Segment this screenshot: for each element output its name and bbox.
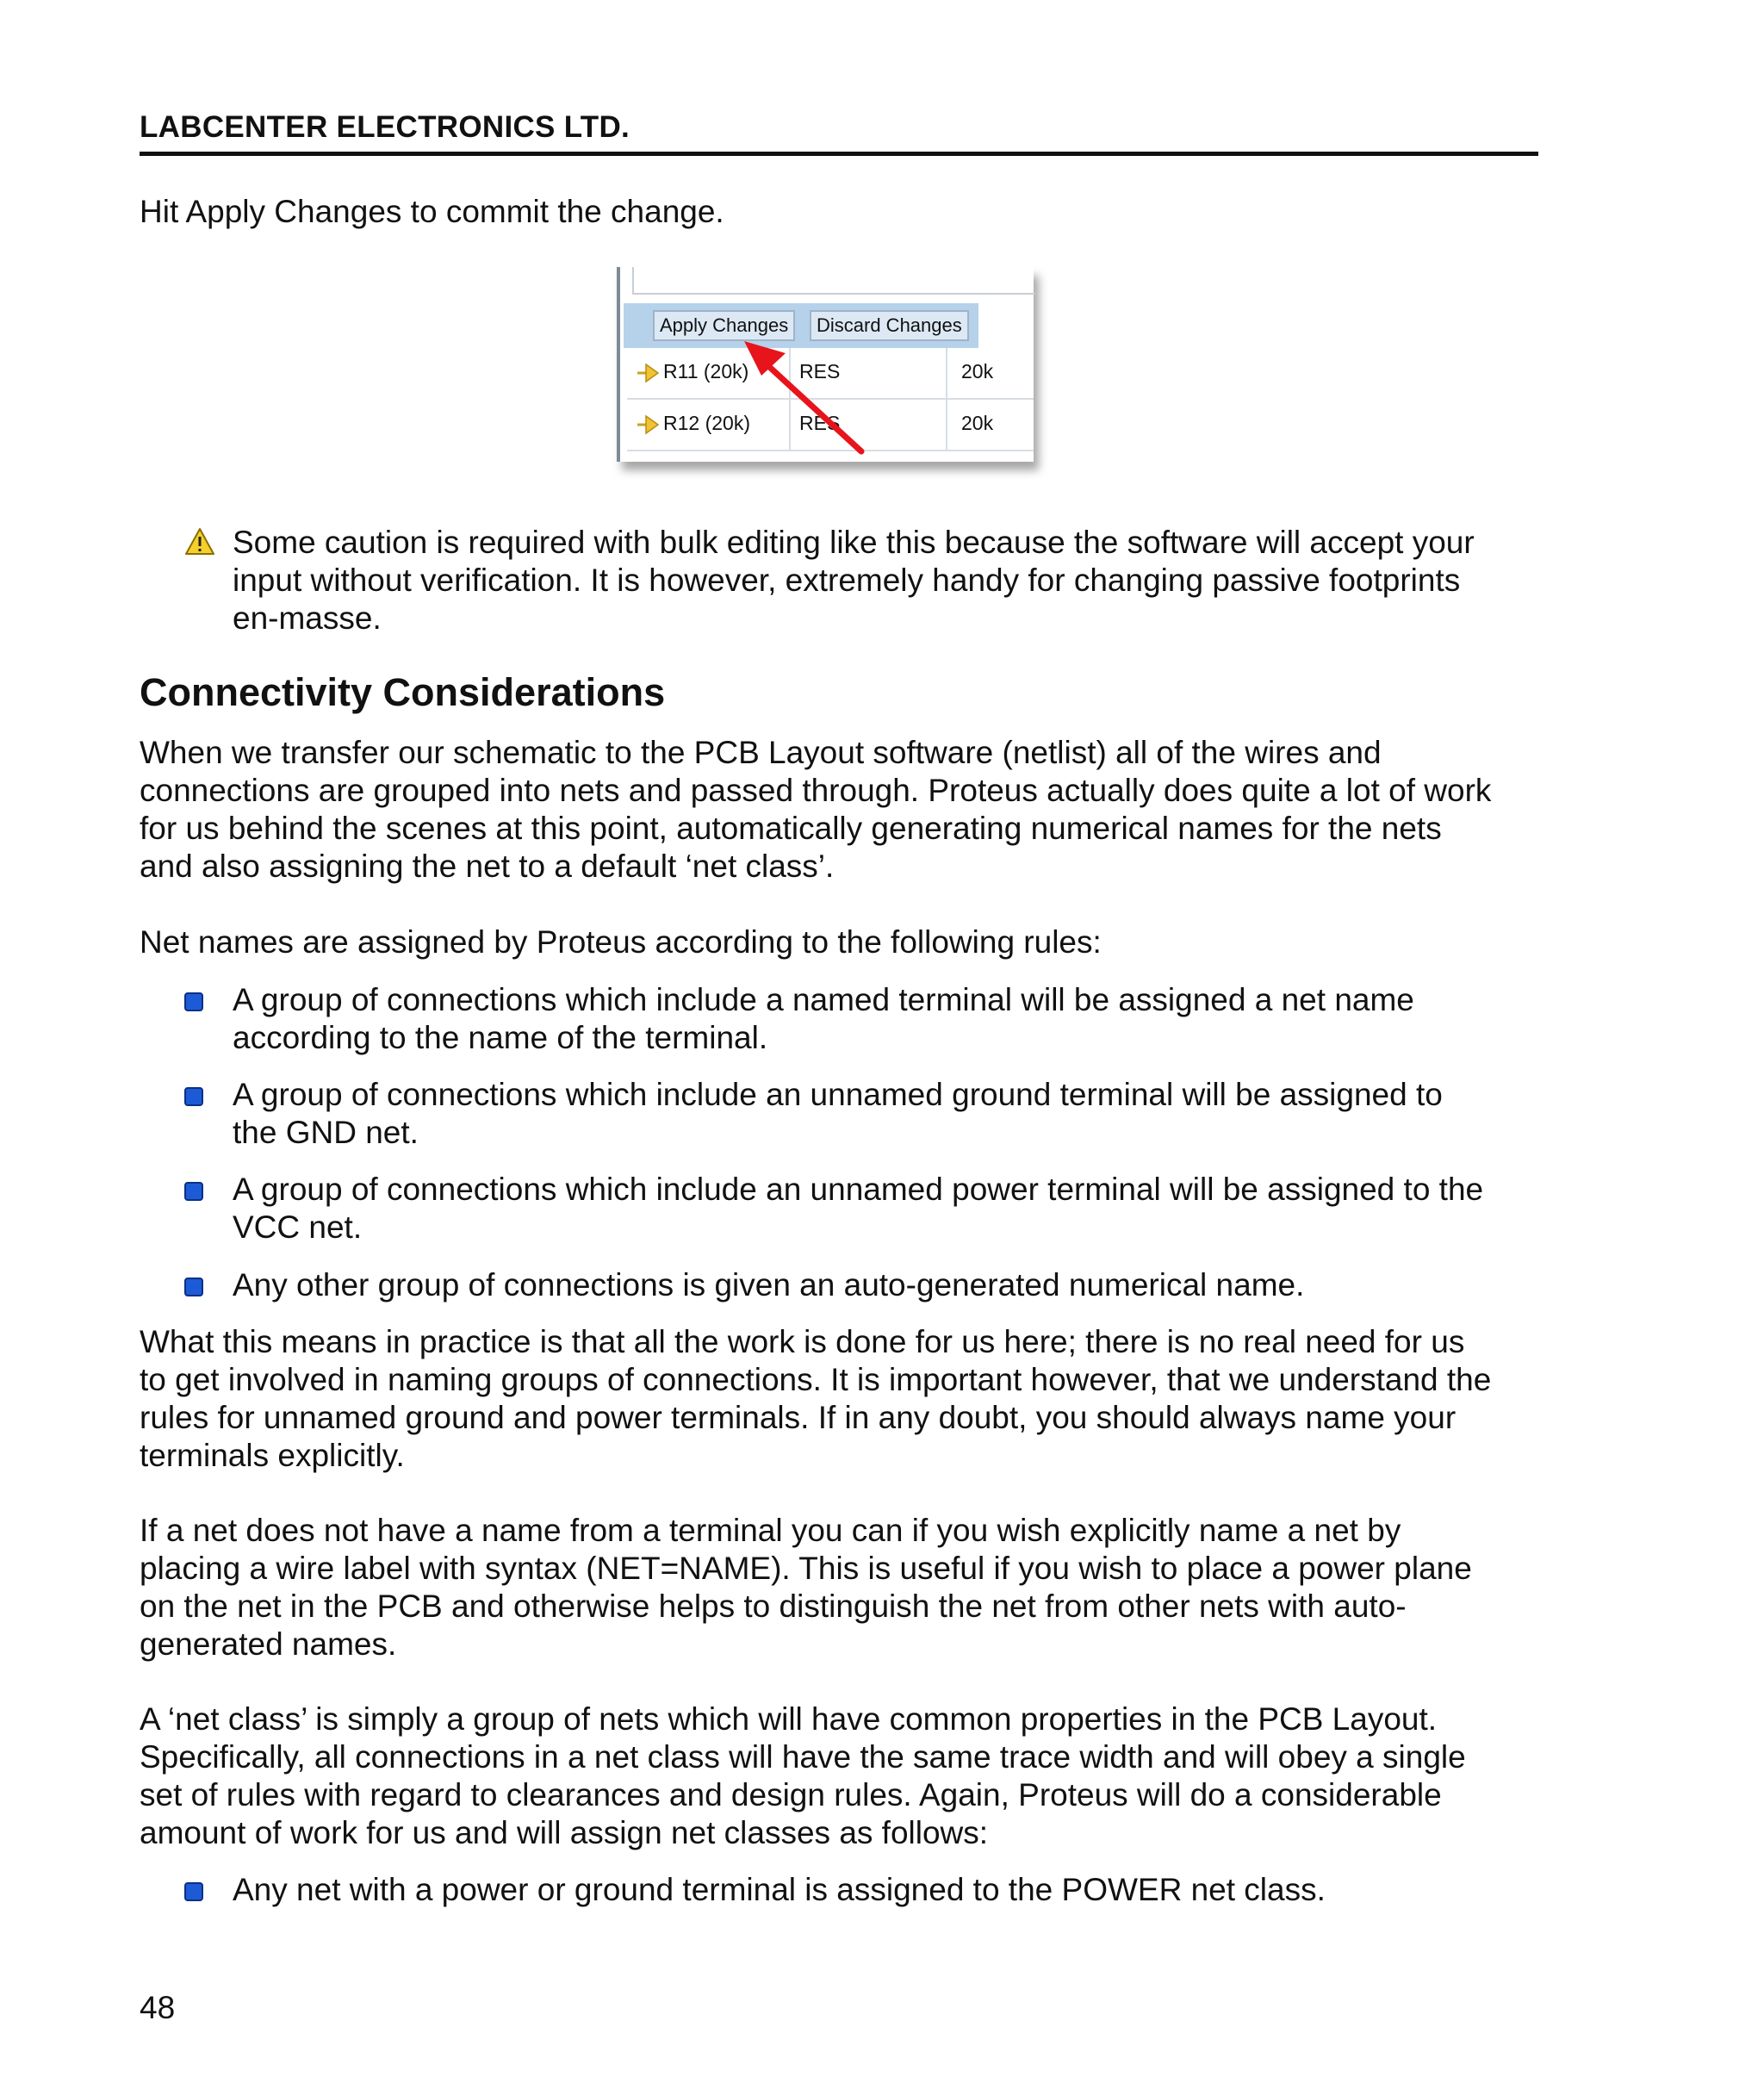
component-value: 20k <box>961 360 994 382</box>
component-value: 20k <box>961 412 994 434</box>
text-line: rules for unnamed ground and power terminals. If in any doubt, you should always name your <box>140 1400 1457 1435</box>
text-line: A group of connections which include a named terminal will be assigned a net name <box>233 982 1414 1017</box>
paragraph-wire-label <box>140 1512 1544 1663</box>
red-pointer-arrow-icon <box>617 267 1039 484</box>
component-name: R11 (20k) <box>663 360 749 382</box>
text-line: terminals explicitly. <box>140 1438 405 1473</box>
text-line: Specifically, all connections in a net class will have the same trace width and will obey a single <box>140 1739 1466 1775</box>
blue-bullet-icon <box>184 1882 203 1901</box>
paragraph-net-class <box>140 1700 1544 1852</box>
paragraph-practice <box>140 1323 1544 1475</box>
text-line: A ‘net class’ is simply a group of nets which will have common properties in the PCB Layout. <box>140 1701 1438 1737</box>
text-line: according to the name of the terminal. <box>233 1020 768 1055</box>
section-heading: Connectivity Considerations <box>140 670 666 714</box>
text-line: generated names. <box>140 1626 397 1662</box>
text-line: to get involved in naming groups of connections. It is important however, that we understand the <box>140 1362 1492 1397</box>
text-line: What this means in practice is that all the work is done for us here; there is no real need for us <box>140 1324 1465 1359</box>
caution-line: en-masse. <box>233 600 382 636</box>
blue-bullet-icon <box>184 1278 203 1296</box>
text-line: Any net with a power or ground terminal is assigned to the POWER net class. <box>233 1872 1326 1907</box>
component-name: R12 (20k) <box>663 412 750 434</box>
text-line: VCC net. <box>233 1209 363 1245</box>
apply-changes-screenshot <box>617 267 1039 484</box>
text-line: connections are grouped into nets and passed through. Proteus actually does quite a lot of work <box>140 773 1492 808</box>
text-line: set of rules with regard to clearances and design rules. Again, Proteus will do a considerable <box>140 1777 1442 1812</box>
discard-changes-button[interactable]: Discard Changes <box>810 310 969 341</box>
text-line: the GND net. <box>233 1115 419 1150</box>
text-line: A group of connections which include an unnamed ground terminal will be assigned to <box>233 1077 1443 1112</box>
text-line: Any other group of connections is given an auto-generated numerical name. <box>233 1267 1305 1303</box>
text-line: When we transfer our schematic to the PCB Layout software (netlist) all of the wires and <box>140 735 1382 770</box>
blue-bullet-icon <box>184 1087 203 1106</box>
text-line: A group of connections which include an unnamed power terminal will be assigned to the <box>233 1172 1484 1207</box>
page-number: 48 <box>140 1990 176 2025</box>
blue-bullet-icon <box>184 1182 203 1201</box>
text-line: for us behind the scenes at this point, automatically generating numerical names for the nets <box>140 811 1442 846</box>
text-line: and also assigning the net to a default ‘net class’. <box>140 849 835 884</box>
blue-bullet-icon <box>184 992 203 1011</box>
warning-triangle-icon <box>184 527 215 556</box>
intro-text: Hit Apply Changes to commit the change. <box>140 194 724 229</box>
text-line: amount of work for us and will assign net classes as follows: <box>140 1815 989 1850</box>
component-type: RES <box>799 360 841 382</box>
paragraph-net-names: Net names are assigned by Proteus according to the following rules: <box>140 924 1102 960</box>
text-line: placing a wire label with syntax (NET=NAME). This is useful if you wish to place a power plane <box>140 1551 1472 1586</box>
caution-line: Some caution is required with bulk editing like this because the software will accept your <box>233 525 1475 560</box>
caution-line: input without verification. It is however, extremely handy for changing passive footprints <box>233 563 1461 598</box>
component-type: RES <box>799 412 841 434</box>
text-line: If a net does not have a name from a terminal you can if you wish explicitly name a net by <box>140 1513 1401 1548</box>
running-header: LABCENTER ELECTRONICS LTD. <box>140 110 1538 156</box>
text-line: on the net in the PCB and otherwise helps to distinguish the net from other nets with auto- <box>140 1589 1407 1624</box>
apply-changes-button[interactable]: Apply Changes <box>653 310 795 341</box>
paragraph-transfer <box>140 734 1544 886</box>
